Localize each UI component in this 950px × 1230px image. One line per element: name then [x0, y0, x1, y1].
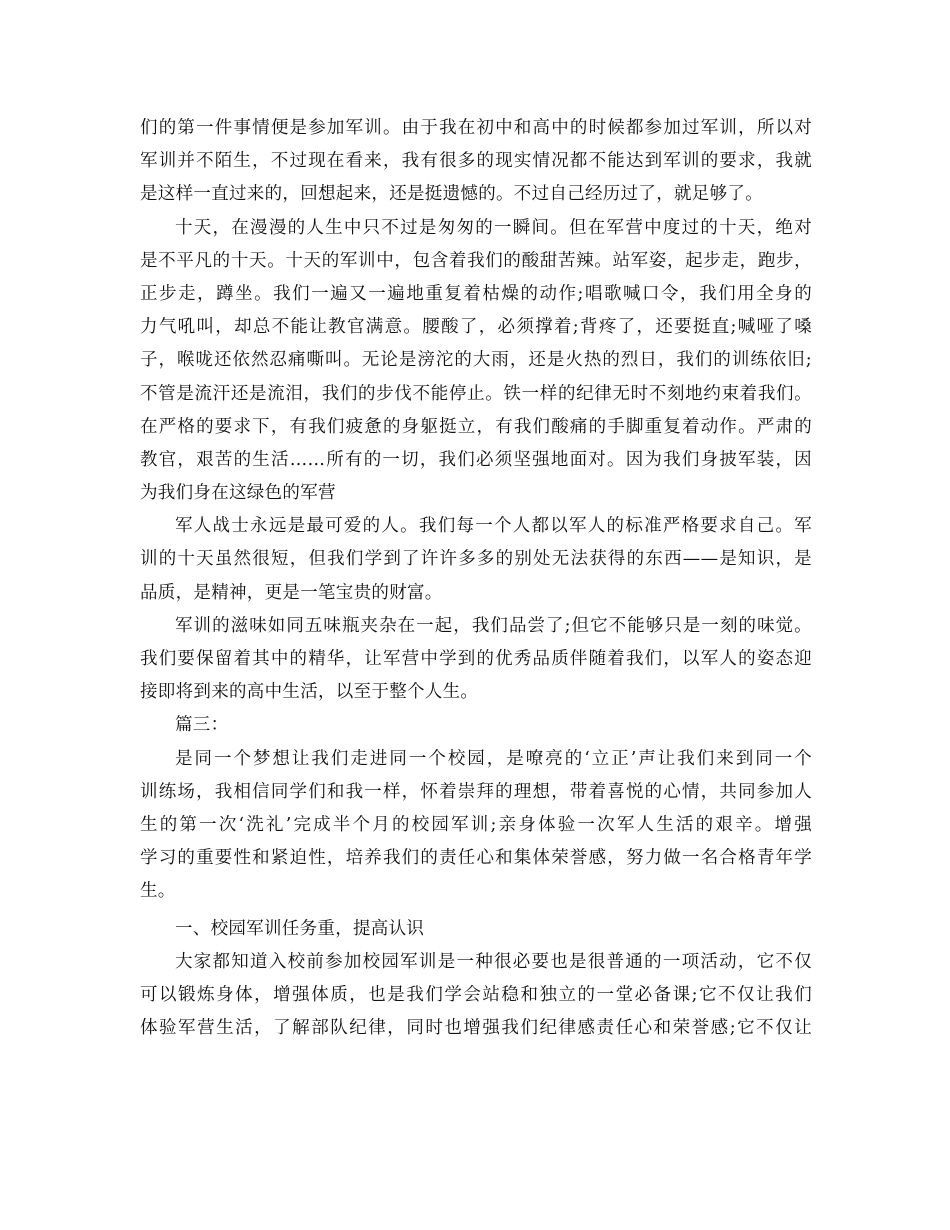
- text-line: 品质，是精神，更是一笔宝贵的财富。: [140, 582, 443, 603]
- text-line: 不管是流汗还是流泪，我们的步伐不能停止。铁一样的纪律无时不刻地约束着我们。: [140, 383, 812, 404]
- text-line: 力气吼叫，却总不能让教官满意。腰酸了，必须撑着;背疼了，还要挺直;喊哑了嗓: [140, 317, 812, 338]
- text-line: 生。: [140, 881, 176, 902]
- paragraph: [140, 212, 812, 511]
- paragraph: [140, 913, 812, 946]
- text-line: 是同一个梦想让我们走进同一个校园，是嘹亮的‘立正’声让我们来到同一个: [175, 748, 812, 769]
- paragraph: [140, 709, 812, 742]
- text-line: 训的十天虽然很短，但我们学到了许许多多的别处无法获得的东西——是知识，是: [140, 549, 812, 570]
- text-line: 们的第一件事情便是参加军训。由于我在初中和高中的时候都参加过军训，所以对: [140, 118, 812, 138]
- text-line: 训练场，我相信同学们和我一样，怀着崇拜的理想，带着喜悦的心情，共同参加人: [140, 781, 812, 802]
- text-line: 教官，艰苦的生活……所有的一切，我们必须坚强地面对。因为我们身披军装，因: [140, 449, 812, 470]
- text-line: 军训并不陌生，不过现在看来，我有很多的现实情况都不能达到军训的要求，我就: [140, 151, 812, 172]
- text-line: 是不平凡的十天。十天的军训中，包含着我们的酸甜苦辣。站军姿，起步走，跑步，: [140, 250, 812, 271]
- text-line: 正步走，蹲坐。我们一遍又一遍地重复着枯燥的动作;唱歌喊口令，我们用全身的: [140, 283, 812, 304]
- text-line: 体验军营生活，了解部队纪律，同时也增强我们纪律感责任心和荣誉感;它不仅让: [140, 1018, 812, 1039]
- document-body: [140, 112, 812, 1045]
- text-line: 生的第一次‘洗礼’完成半个月的校园军训;亲身体验一次军人生活的艰辛。增强: [140, 814, 812, 835]
- text-line: 篇三：: [175, 715, 229, 736]
- text-line: 学习的重要性和紧迫性，培养我们的责任心和集体荣誉感，努力做一名合格青年学: [140, 848, 812, 869]
- text-line: 可以锻炼身体，增强体质，也是我们学会站稳和独立的一堂必备课;它不仅让我们: [140, 984, 812, 1005]
- paragraph: [140, 743, 812, 909]
- text-line: 一、校园军训任务重，提高认识: [175, 918, 425, 939]
- text-line: 我们要保留着其中的精华，让军营中学到的优秀品质伴随着我们，以军人的姿态迎: [140, 649, 812, 669]
- text-line: 军人战士永远是最可爱的人。我们每一个人都以军人的标准严格要求自己。军: [175, 516, 812, 537]
- text-line: 十天，在漫漫的人生中只不过是匆匆的一瞬间。但在军营中度过的十天，绝对: [175, 217, 812, 238]
- text-line: 接即将到来的高中生活，以至于整个人生。: [140, 682, 479, 703]
- text-line: 在严格的要求下，有我们疲惫的身躯挺立，有我们酸痛的手脚重复着动作。严肃的: [140, 416, 812, 437]
- text-line: 军训的滋味如同五味瓶夹杂在一起，我们品尝了;但它不能够只是一刻的味觉。: [175, 615, 812, 636]
- text-line: 为我们身在这绿色的军营: [140, 483, 336, 504]
- paragraph: [140, 610, 812, 710]
- paragraph: [140, 510, 812, 610]
- text-line: 大家都知道入校前参加校园军训是一种很必要也是很普通的一项活动，它不仅: [175, 951, 812, 972]
- paragraph: [140, 112, 812, 212]
- text-line: 子，喉咙还依然忍痛嘶叫。无论是滂沱的大雨，还是火热的烈日，我们的训练依旧;: [140, 350, 812, 371]
- text-line: 是这样一直过来的，回想起来，还是挺遗憾的。不过自己经历过了，就足够了。: [140, 184, 763, 205]
- paragraph: [140, 946, 812, 1046]
